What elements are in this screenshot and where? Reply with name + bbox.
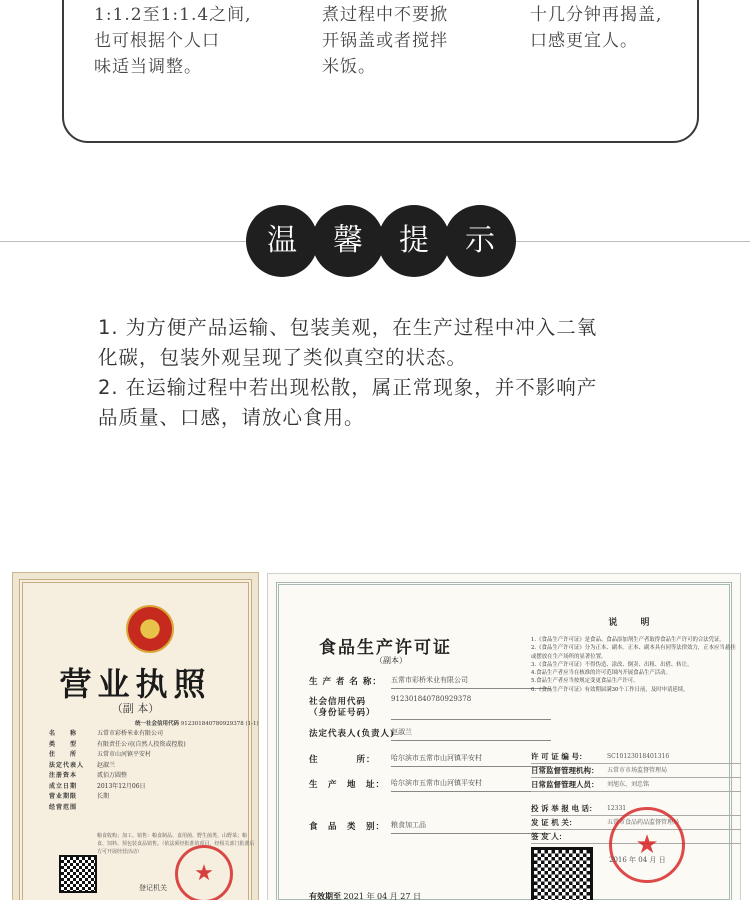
license-field — [309, 778, 482, 790]
notes-line: 5.食品生产者应当按规定变更食品生产许可。 — [531, 678, 639, 685]
license-field — [309, 706, 391, 718]
field-label: 日常监督管理机构： — [531, 766, 599, 775]
field-label: 住 所 — [49, 751, 78, 758]
field-label: 投 诉 举 报 电 话： — [531, 804, 597, 813]
field-underline — [391, 740, 551, 741]
expiry-date — [309, 891, 421, 900]
instruction-column-1 — [94, 2, 254, 80]
license-field — [49, 740, 259, 751]
field-value: 五常市彩桥米业有限公司 — [97, 730, 164, 737]
business-license-image — [12, 572, 259, 900]
field-value: 赵淑兰 — [97, 761, 116, 769]
field-value: SC10123018401316 — [607, 753, 670, 760]
field-value: 2013年12月06日 — [97, 782, 146, 790]
field-value: 12331 — [607, 805, 627, 812]
license-field — [309, 675, 468, 687]
instruction-column-3 — [530, 2, 700, 54]
instructions-box — [62, 0, 699, 143]
field-label: 营业期限 — [49, 793, 78, 800]
red-seal-icon: ★ — [175, 845, 233, 900]
field-underline — [391, 791, 551, 792]
credit-code-value: 912301840780929378 (1-1) — [180, 721, 259, 727]
tips-char-circle: 示 — [444, 205, 516, 277]
instruction-line: 开锅盖或者搅拌 — [322, 31, 448, 51]
tips-char-circle: 温 — [246, 205, 318, 277]
field-label: 类 型 — [49, 740, 78, 748]
issue-date: 2016 年 04 月 日 — [609, 856, 666, 864]
red-seal-icon: ★ — [609, 807, 685, 883]
field-label: 发 证 机 关： — [531, 818, 577, 827]
instruction-line: 也可根据个人口 — [94, 31, 220, 51]
business-license-frame — [19, 579, 259, 900]
field-label: 许 可 证 编 号： — [531, 752, 587, 761]
field-underline — [391, 719, 551, 720]
instruction-line: 1:1.2至1:1.4之间, — [94, 5, 252, 25]
field-value: 哈尔滨市五常市山河镇平安村 — [391, 779, 482, 787]
field-label: 注册资本 — [49, 772, 78, 779]
notes-line: 6.《食品生产许可证》有效期届满30个工作日前，及时申请延续。 — [531, 686, 689, 693]
field-value: 长期 — [97, 793, 110, 800]
notes-line: 3.《食品生产许可证》不得伪造、涂改、倒卖、出租、出借、转让。 — [531, 661, 693, 668]
license-field — [531, 778, 741, 792]
field-label: 法定代表人(负责人) — [309, 729, 396, 739]
notes-line: 4.食品生产者应当在核准的许可范围内开展食品生产活动。 — [531, 670, 671, 677]
instruction-line: 煮过程中不要掀 — [322, 5, 448, 25]
field-value: 912301840780929378 — [391, 695, 472, 703]
note-line: 2. 在运输过程中若出现松散，属正常现象，并不影响产 — [98, 376, 598, 399]
license-field — [49, 782, 259, 793]
field-label: 名 称 — [49, 730, 78, 737]
field-label: 签 发 人： — [531, 832, 567, 841]
field-label: 社会信用代码 — [309, 697, 367, 707]
field-value: 五常市食品药品监督管理局 — [607, 819, 680, 826]
license-field — [49, 729, 259, 740]
field-underline — [391, 833, 551, 834]
license-field — [309, 727, 412, 739]
field-value: 贰佰万圆整 — [97, 772, 128, 779]
field-underline — [391, 766, 551, 767]
field-value: 哈尔滨市五常市山河镇平安村 — [391, 754, 482, 762]
food-production-license-image — [267, 573, 741, 900]
national-emblem-icon — [126, 605, 174, 653]
field-label: 食 品 类 别： — [309, 822, 386, 832]
field-label: 日常监督管理人员： — [531, 780, 599, 789]
instruction-line: 味适当调整。 — [94, 57, 202, 77]
license-field — [49, 803, 259, 814]
note-line: 化碳，包装外观呈现了类似真空的状态。 — [98, 346, 468, 369]
field-label: 成立日期 — [49, 782, 78, 790]
field-underline — [391, 688, 551, 689]
expiry-label: 有效期至 — [309, 891, 341, 900]
license-field — [309, 753, 482, 765]
instruction-column-2 — [322, 2, 482, 80]
tips-char-circle: 馨 — [312, 205, 384, 277]
instruction-line: 口感更宜人。 — [530, 31, 638, 51]
qr-code-icon — [531, 847, 593, 900]
field-value: 有限责任公司(自然人投资或控股) — [97, 740, 186, 748]
tips-notes — [98, 313, 678, 433]
field-value: 刘旭东、刘忠铭 — [607, 781, 650, 788]
license-field — [49, 792, 259, 803]
license-field — [309, 820, 426, 832]
note-line: 品质量、口感，请放心食用。 — [98, 406, 365, 429]
field-value: 粮食加工品 — [391, 821, 426, 829]
credit-code — [135, 719, 259, 727]
license-field — [531, 764, 741, 778]
food-license-frame — [276, 582, 736, 900]
expiry-value: 2021 年 04 月 27 日 — [343, 892, 421, 900]
notes-line: 2.《食品生产许可证》分为正本、副本。正本、副本具有同等法律效力，正本应当悬挂或摆放在生产场所的显著位置。 — [531, 645, 736, 660]
business-scope: 粮食收购；加工、销售：粮食制品、食用菌、野生菌类、山野菜；粮食、饲料、预包装食品销售。（依法须经批准的项目，经相关部门批准后方可开展经营活动） — [97, 833, 255, 855]
license-field — [49, 761, 259, 772]
field-value: 五常市山河镇平安村 — [97, 751, 152, 758]
instruction-line: 十几分钟再揭盖, — [530, 5, 663, 25]
notes-text — [531, 636, 737, 694]
license-field — [49, 750, 259, 761]
field-label: 生 产 地 址： — [309, 780, 386, 790]
notes-line: 1.《食品生产许可证》是食品、食品添加剂生产者取得食品生产许可的合法凭证。 — [531, 637, 725, 643]
business-license-fields — [49, 729, 259, 813]
field-value: 五常市市场监督管理局 — [607, 767, 668, 774]
field-value: 赵淑兰 — [391, 728, 412, 736]
notes-title: 说 明 — [608, 618, 660, 628]
field-label: 经营范围 — [49, 803, 78, 811]
tips-heading — [246, 205, 516, 277]
business-license-title: 营业执照 — [59, 665, 212, 703]
credit-code-label: 统一社会信用代码 — [135, 721, 180, 727]
field-label: （身份证号码） — [309, 708, 376, 718]
field-label: 法定代表人 — [49, 761, 85, 769]
registration-authority: 登记机关 — [139, 884, 167, 892]
business-license-subtitle: （副 本） — [111, 702, 160, 715]
field-value: 五常市彩桥米业有限公司 — [391, 676, 468, 684]
field-value — [97, 803, 259, 814]
license-field — [531, 750, 741, 764]
license-field — [49, 771, 259, 782]
field-label: 住 所： — [309, 755, 376, 765]
license-notes — [531, 615, 737, 694]
field-label: 生 产 者 名 称： — [309, 677, 382, 687]
qr-code-icon — [59, 855, 97, 893]
food-license-subtitle: （副本） — [375, 656, 407, 665]
tips-char-circle: 提 — [378, 205, 450, 277]
food-license-title: 食品生产许可证 — [319, 638, 452, 658]
note-line: 1. 为方便产品运输、包装美观，在生产过程中冲入二氧 — [98, 316, 598, 339]
instruction-line: 米饭。 — [322, 57, 376, 77]
